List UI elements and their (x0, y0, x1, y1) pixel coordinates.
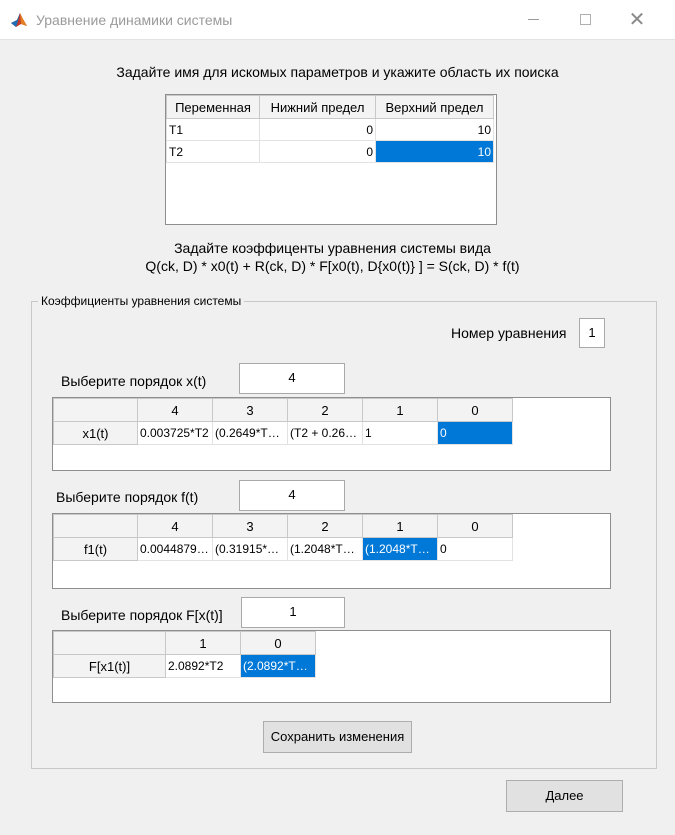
table-row (54, 422, 513, 445)
f-order-label: Выберите порядок f(t) (56, 489, 199, 505)
save-changes-button[interactable]: Сохранить изменения (263, 721, 412, 753)
x-order-label: Выберите порядок x(t) (61, 373, 207, 389)
row-header[interactable]: f1(t) (54, 538, 138, 561)
table-row (167, 119, 494, 141)
coef-cell[interactable]: 0.0044879… (138, 538, 213, 561)
column-header[interactable]: 1 (363, 399, 438, 422)
column-header[interactable]: 4 (138, 515, 213, 538)
column-header[interactable]: 3 (213, 399, 288, 422)
lower-limit-cell[interactable]: 0 (260, 141, 376, 163)
coef-cell[interactable]: 2.0892*T2 (166, 655, 241, 678)
f-header-row (54, 515, 513, 538)
F-header-row (54, 632, 316, 655)
table-row (54, 538, 513, 561)
close-icon: ✕ (628, 9, 646, 31)
params-instruction: Задайте имя для искомых параметров и укажите область их поиска (116, 64, 559, 80)
equation-instruction: Задайте коэффиценты уравнения системы вида (174, 240, 491, 256)
table-corner (54, 399, 138, 422)
F-order-input[interactable]: 1 (241, 597, 345, 628)
coef-cell[interactable]: 0.003725*T2 (138, 422, 213, 445)
coef-cell[interactable]: 0 (438, 538, 513, 561)
equation-number-input[interactable]: 1 (579, 318, 605, 348)
x-header-row (54, 399, 513, 422)
title-bar (0, 0, 675, 40)
matlab-logo-icon (10, 11, 28, 29)
close-button[interactable] (614, 0, 660, 40)
f-order-input[interactable]: 4 (239, 480, 345, 511)
coef-cell-selected[interactable]: 0 (438, 422, 513, 445)
param-name-cell[interactable]: T1 (167, 119, 260, 141)
column-header[interactable]: 0 (438, 515, 513, 538)
column-header[interactable]: Нижний предел (260, 96, 376, 119)
coef-cell[interactable]: (0.31915*… (213, 538, 288, 561)
table-row (167, 141, 494, 163)
column-header[interactable]: 3 (213, 515, 288, 538)
column-header[interactable]: 0 (438, 399, 513, 422)
row-header[interactable]: x1(t) (54, 422, 138, 445)
panel-title: Коэффициенты уравнения системы (38, 294, 244, 308)
lower-limit-cell[interactable]: 0 (260, 119, 376, 141)
params-header-row (167, 96, 494, 119)
table-corner (54, 632, 166, 655)
minimize-icon (528, 19, 539, 20)
column-header[interactable]: 4 (138, 399, 213, 422)
F-coef-table[interactable] (52, 630, 611, 703)
equation-number-label: Номер уравнения (451, 325, 567, 341)
x-coef-table[interactable] (52, 397, 611, 471)
maximize-icon (580, 14, 591, 25)
window-title: Уравнение динамики системы (36, 12, 233, 28)
coef-cell[interactable]: 1 (363, 422, 438, 445)
coef-cell-selected[interactable]: (1.2048*T… (363, 538, 438, 561)
column-header[interactable]: Верхний предел (376, 96, 494, 119)
param-name-cell[interactable]: T2 (167, 141, 260, 163)
params-table[interactable] (165, 94, 497, 225)
column-header[interactable]: 1 (363, 515, 438, 538)
minimize-button[interactable] (510, 0, 556, 40)
x-order-input[interactable]: 4 (239, 363, 345, 394)
coef-cell[interactable]: (T2 + 0.26… (288, 422, 363, 445)
coef-cell[interactable]: (0.2649*T… (213, 422, 288, 445)
table-row (54, 655, 316, 678)
maximize-button[interactable] (562, 0, 608, 40)
column-header[interactable]: 0 (241, 632, 316, 655)
column-header[interactable]: Переменная (167, 96, 260, 119)
equation-formula: Q(ck, D) * x0(t) + R(ck, D) * F[x0(t), D{x0(t)} ] = S(ck, D) * f(t) (145, 258, 520, 274)
f-coef-table[interactable] (52, 513, 611, 589)
coef-cell-selected[interactable]: (2.0892*T… (241, 655, 316, 678)
next-button[interactable]: Далее (506, 780, 623, 812)
upper-limit-cell[interactable]: 10 (376, 119, 494, 141)
column-header[interactable]: 2 (288, 399, 363, 422)
F-order-label: Выберите порядок F[x(t)] (61, 607, 223, 623)
row-header[interactable]: F[x1(t)] (54, 655, 166, 678)
table-corner (54, 515, 138, 538)
column-header[interactable]: 1 (166, 632, 241, 655)
coef-cell[interactable]: (1.2048*T… (288, 538, 363, 561)
upper-limit-cell-selected[interactable]: 10 (376, 141, 494, 163)
column-header[interactable]: 2 (288, 515, 363, 538)
